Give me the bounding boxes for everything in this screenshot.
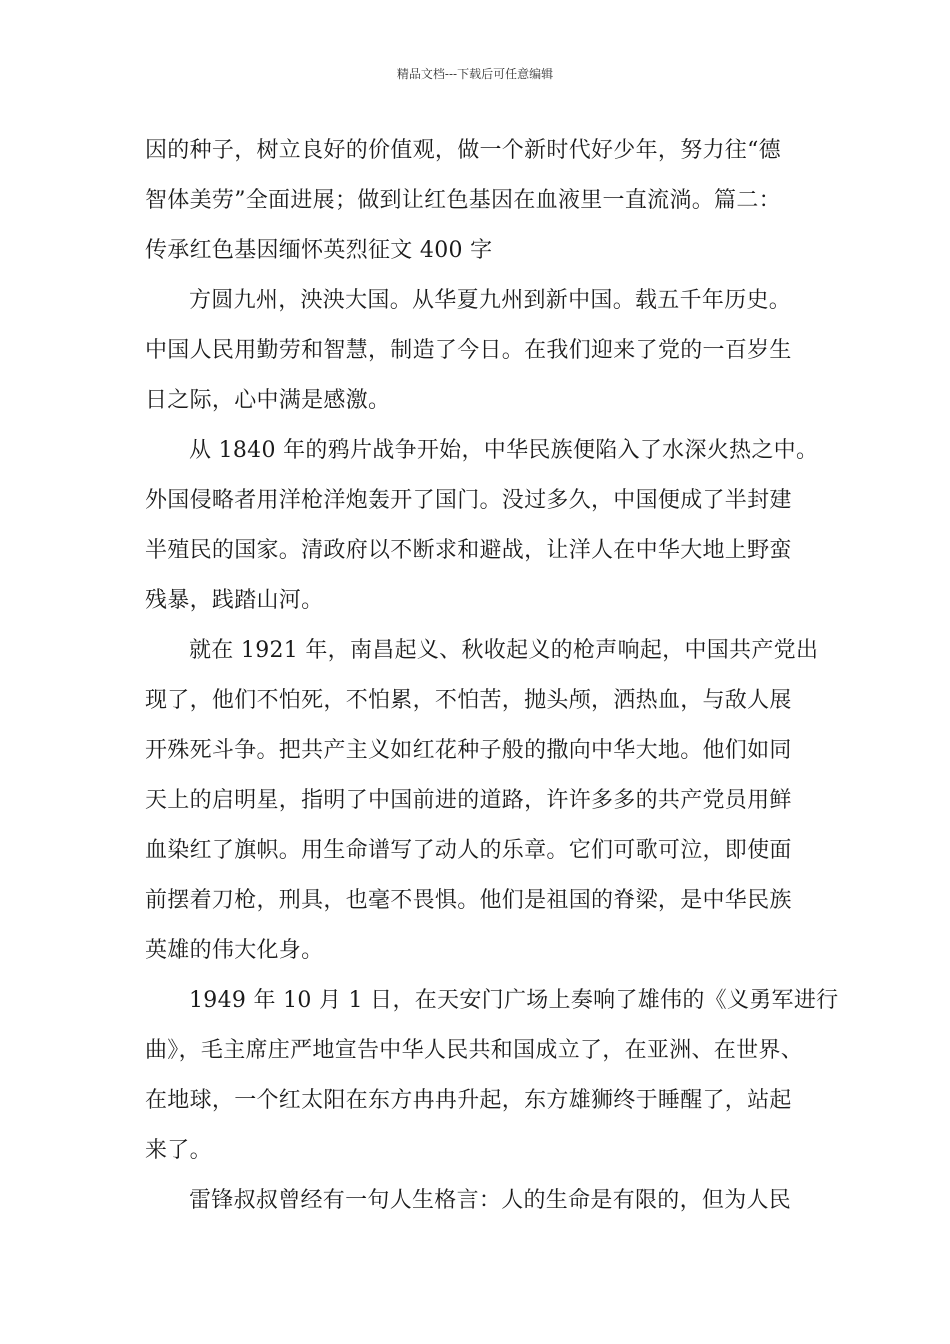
text-line: 智体美劳”全面进展；做到让红色基因在血液里一直流淌。篇二： bbox=[145, 188, 781, 213]
text-line: 现了，他们不怕死，不怕累，不怕苦，抛头颅，洒热血，与敌人展 bbox=[145, 688, 792, 713]
paragraph-first-line: 方圆九州，泱泱大国。从华夏九州到新中国。载五千年历史。 bbox=[189, 288, 792, 313]
text-line: 天上的启明星，指明了中国前进的道路，许许多多的共产党员用鲜 bbox=[145, 788, 792, 813]
text-line: 日之际，心中满是感激。 bbox=[145, 388, 391, 413]
text-line: 英雄的伟大化身。 bbox=[145, 938, 324, 963]
text-line: 中国人民用勤劳和智慧，制造了今日。在我们迎来了党的一百岁生 bbox=[145, 338, 792, 363]
document-body bbox=[145, 126, 839, 1226]
text-line: 曲》，毛主席庄严地宣告中华人民共和国成立了，在亚洲、在世界、 bbox=[145, 1038, 804, 1063]
text-line: 传承红色基因缅怀英烈征文 400 字 bbox=[145, 238, 493, 263]
paragraph-first-line: 从 1840 年的鸦片战争开始，中华民族便陷入了水深火热之中。 bbox=[189, 438, 819, 463]
text-line: 半殖民的国家。清政府以不断求和避战，让洋人在中华大地上野蛮 bbox=[145, 538, 792, 563]
text-line: 前摆着刀枪，刑具，也毫不畏惧。他们是祖国的脊梁，是中华民族 bbox=[145, 888, 792, 913]
text-line: 在地球，一个红太阳在东方冉冉升起，东方雄狮终于睡醒了，站起 bbox=[145, 1088, 792, 1113]
text-line: 开殊死斗争。把共产主义如红花种子般的撒向中华大地。他们如同 bbox=[145, 738, 792, 763]
text-line: 来了。 bbox=[145, 1138, 212, 1163]
text-line: 残暴，践踏山河。 bbox=[145, 588, 324, 613]
text-line: 血染红了旗帜。用生命谱写了动人的乐章。它们可歌可泣，即使面 bbox=[145, 838, 792, 863]
paragraph-first-line: 就在 1921 年，南昌起义、秋收起义的枪声响起，中国共产党出 bbox=[189, 638, 819, 663]
text-line: 因的种子，树立良好的价值观，做一个新时代好少年，努力往“德 bbox=[145, 138, 781, 163]
paragraph-first-line: 1949 年 10 月 1 日，在天安门广场上奏响了雄伟的《义勇军进行 bbox=[189, 988, 839, 1013]
page-header: 精品文档---下载后可任意编辑 bbox=[396, 67, 554, 81]
paragraph-first-line: 雷锋叔叔曾经有一句人生格言：人的生命是有限的，但为人民 bbox=[189, 1188, 792, 1213]
text-line: 外国侵略者用洋枪洋炮轰开了国门。没过多久，中国便成了半封建 bbox=[145, 488, 792, 513]
